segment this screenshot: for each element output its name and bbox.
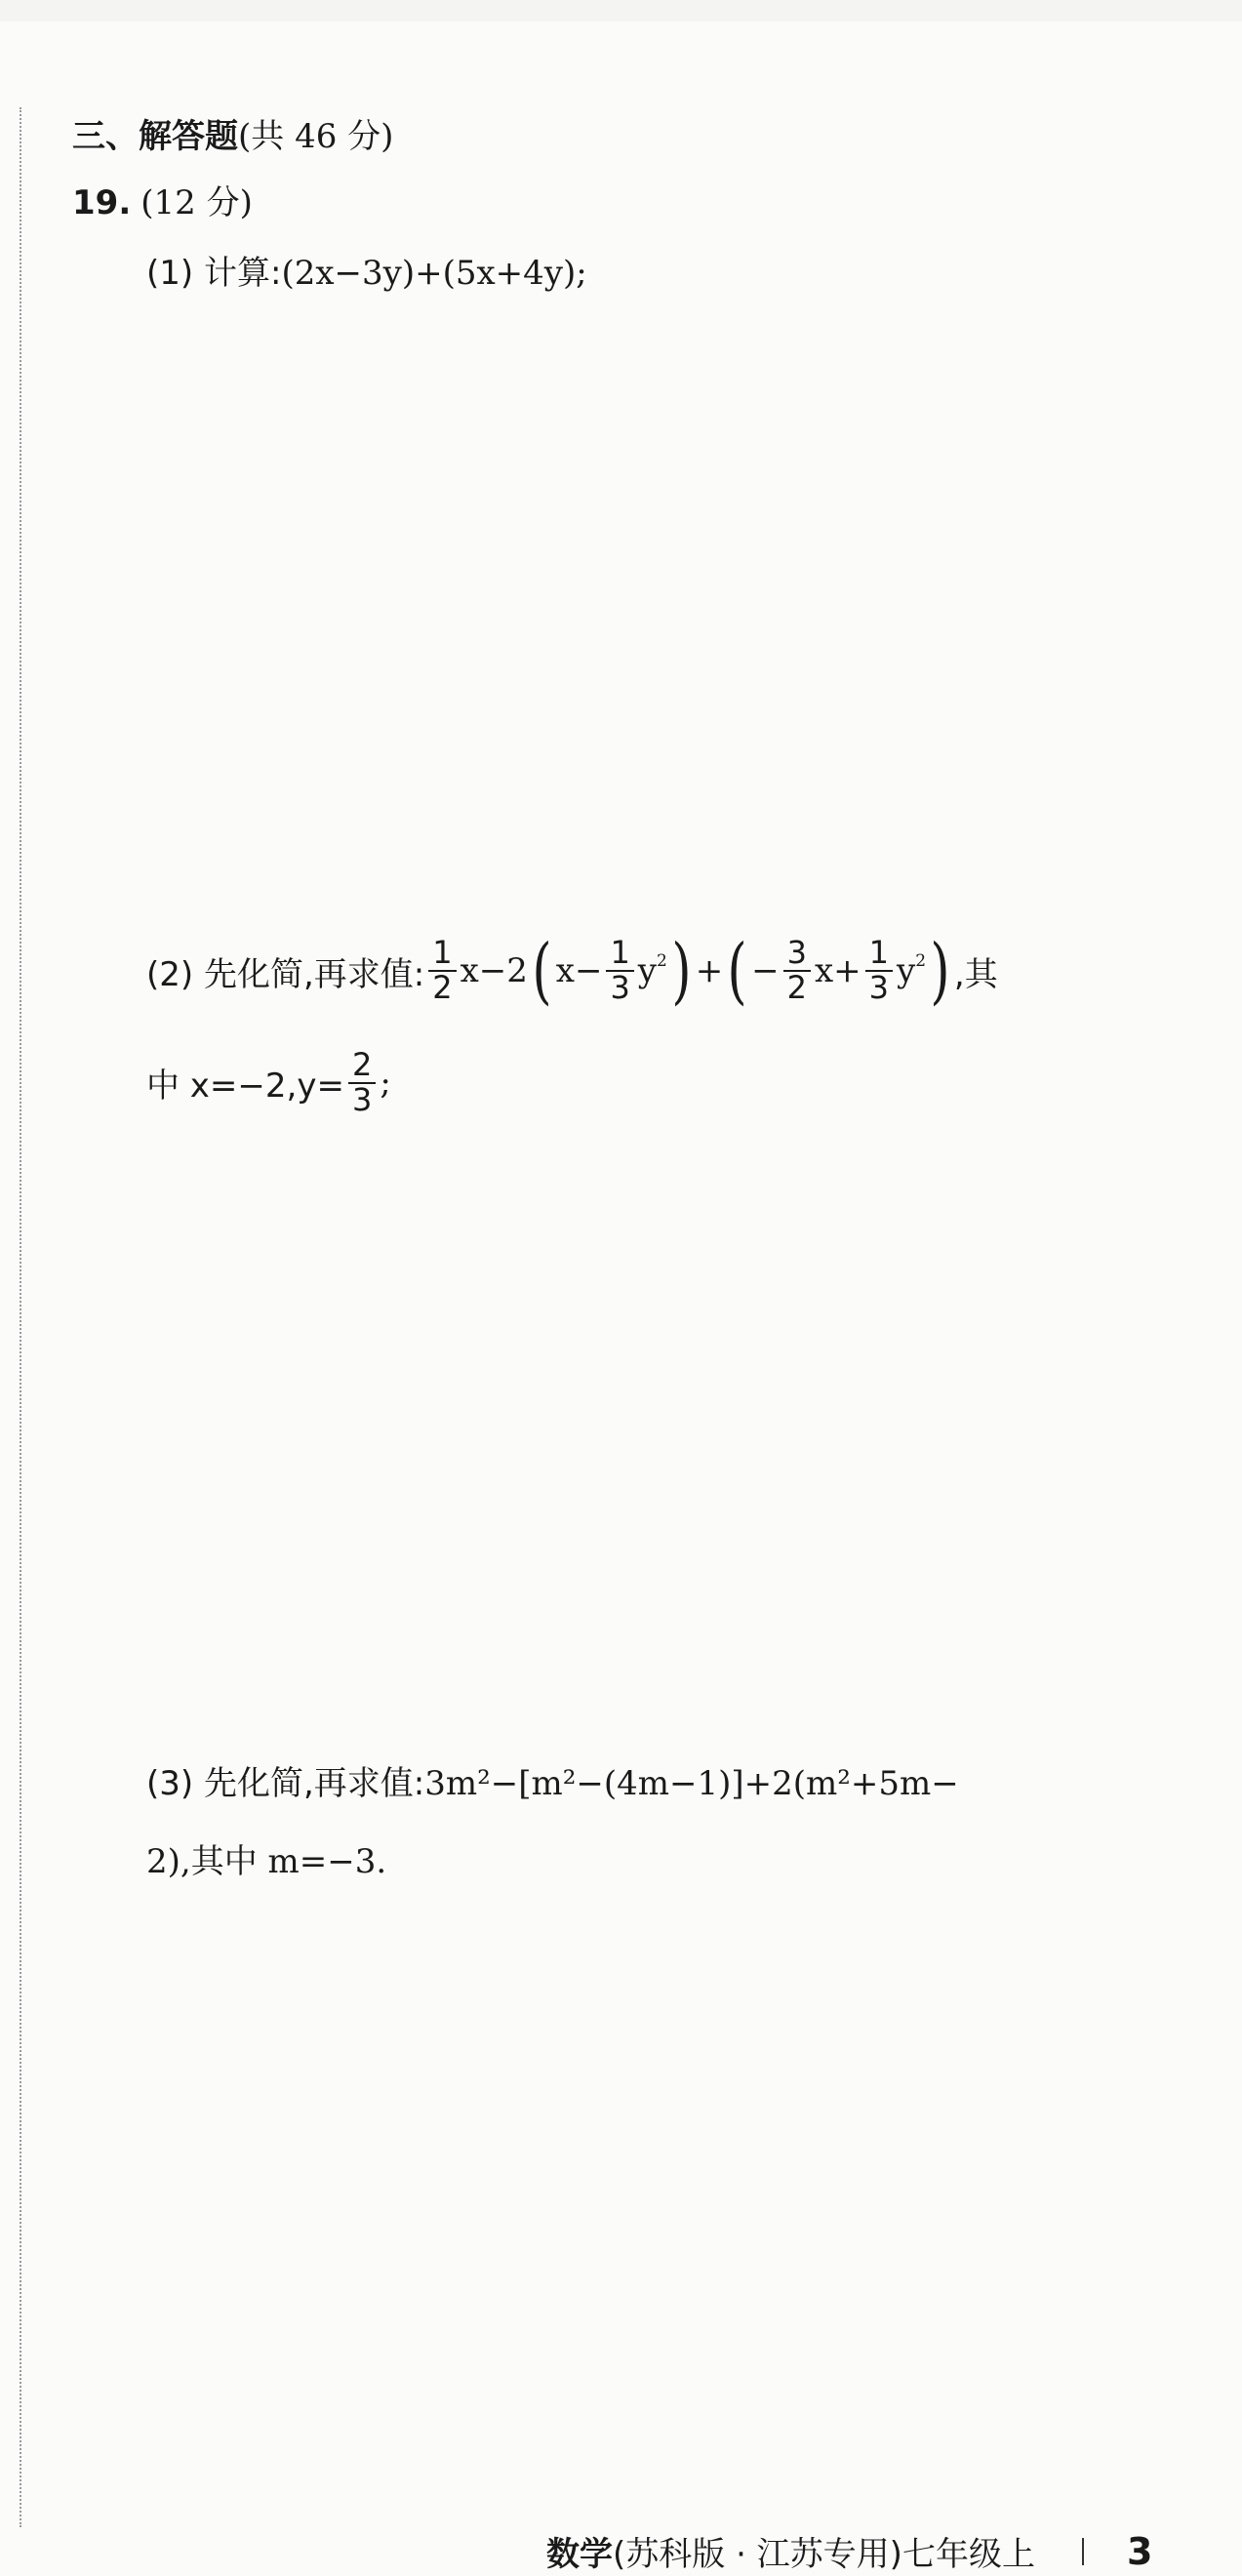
part-2-label: (2) 先化简,再求值: [146,954,425,994]
term-3-base: y [637,951,658,990]
question-number: 19. [72,183,132,222]
section-title: 三、解答题 [72,117,238,156]
part-3-line-2 [146,1834,386,1882]
fraction-d-numerator: 1 [868,934,889,972]
page-footer [546,2527,1152,2575]
part-2-suffix: ; [380,1063,391,1103]
worksheet-page [0,21,1242,2576]
question-points: (12 分) [140,183,253,222]
page-number: 3 [1126,2529,1153,2573]
footer-divider [1082,2538,1084,2565]
section-heading [72,109,393,157]
right-paren-1: ) [671,929,692,1013]
fraction-d-denominator: 3 [865,970,893,1005]
left-paren-1: ( [532,929,552,1013]
fraction-e-denominator: 3 [348,1082,376,1117]
section-subtitle: (共 46 分) [238,117,394,156]
fraction-b-denominator: 3 [606,970,633,1005]
fraction-c-numerator: 3 [786,934,807,972]
part-3-condition: 2),其中 m=−3. [146,1842,387,1881]
term-7-exponent: 2 [915,951,927,971]
term-5: − [751,951,780,990]
fraction-a-numerator: 1 [432,934,453,972]
term-3 [638,951,667,990]
fraction-b-numerator: 1 [610,934,630,972]
left-paren-2: ( [727,929,747,1013]
part-3-line-1 [146,1756,959,1804]
part-2-condition: 中 x=−2,y= [146,1067,344,1107]
footer-edition: (苏科版 · 江苏专用)七年级上 [613,2535,1035,2574]
question-header [72,176,253,223]
binding-dotted-line [20,107,21,2527]
part-3-label: (3) 先化简,再求值: [146,1764,425,1803]
part-2-line-2 [146,1046,391,1118]
fraction-e [348,1046,376,1118]
part-3-expression: 3m²−[m²−(4m−1)]+2(m²+5m− [424,1764,959,1803]
term-4: + [695,951,724,990]
fraction-b [606,934,633,1006]
fraction-d [865,934,893,1006]
footer-subject: 数学 [546,2535,613,2574]
part-1 [146,246,587,294]
fraction-c-denominator: 2 [783,970,811,1005]
term-1: x−2 [460,951,528,990]
fraction-a [428,934,456,1006]
fraction-e-numerator: 2 [351,1046,373,1083]
right-paren-2: ) [930,929,950,1013]
term-7-base: y [896,951,916,990]
term-8: ,其 [953,954,998,994]
term-2: x− [555,951,603,990]
fraction-c [783,934,811,1006]
term-3-exponent: 2 [657,951,667,971]
term-7 [897,951,926,990]
part-2-line-1 [146,929,998,1013]
fraction-a-denominator: 2 [428,970,456,1005]
part-1-label: (1) 计算: [146,254,282,293]
part-1-expression: (2x−3y)+(5x+4y); [281,254,587,293]
term-6: x+ [814,951,861,990]
